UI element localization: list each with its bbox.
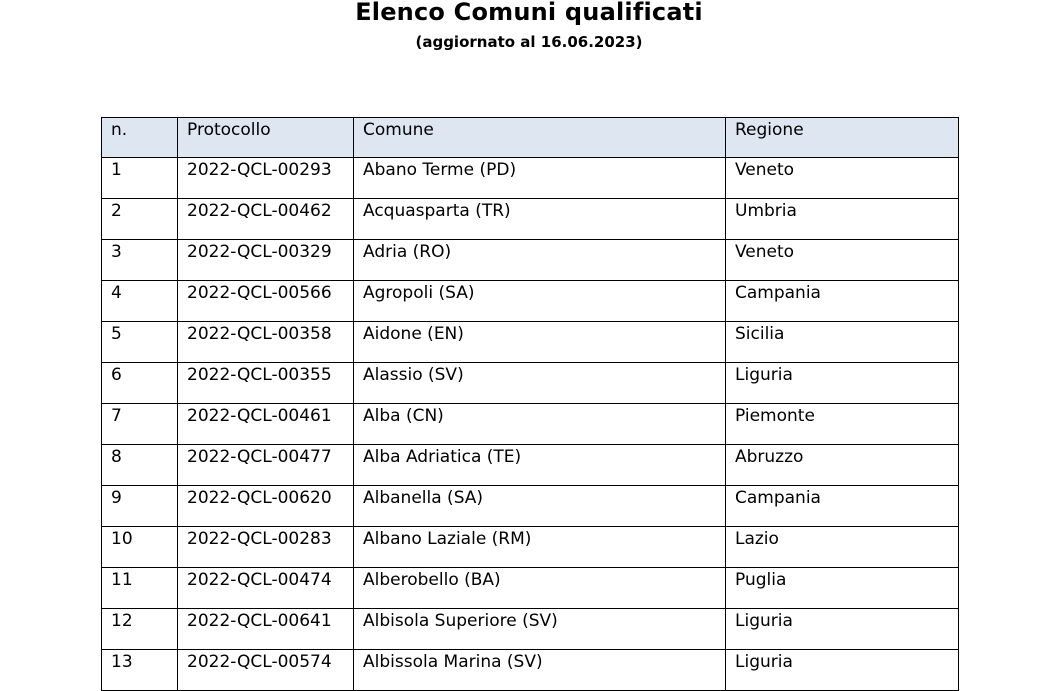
cell-regione: Liguria <box>726 609 959 650</box>
table-row <box>102 363 959 404</box>
cell-number: 12 <box>102 609 178 650</box>
table-row <box>102 281 959 322</box>
cell-protocollo: 2022-QCL-00641 <box>178 609 354 650</box>
cell-number: 7 <box>102 404 178 445</box>
cell-regione: Umbria <box>726 199 959 240</box>
cell-regione: Veneto <box>726 158 959 199</box>
cell-regione: Sicilia <box>726 322 959 363</box>
cell-number: 13 <box>102 650 178 691</box>
cell-comune: Aidone (EN) <box>354 322 726 363</box>
cell-regione: Lazio <box>726 527 959 568</box>
cell-comune: Alassio (SV) <box>354 363 726 404</box>
column-header-regione: Regione <box>726 118 959 158</box>
cell-protocollo: 2022-QCL-00574 <box>178 650 354 691</box>
cell-number: 11 <box>102 568 178 609</box>
cell-comune: Albano Laziale (RM) <box>354 527 726 568</box>
cell-number: 9 <box>102 486 178 527</box>
table-row <box>102 240 959 281</box>
cell-protocollo: 2022-QCL-00477 <box>178 445 354 486</box>
cell-number: 5 <box>102 322 178 363</box>
cell-comune: Alba (CN) <box>354 404 726 445</box>
cell-protocollo: 2022-QCL-00358 <box>178 322 354 363</box>
column-header-protocollo: Protocollo <box>178 118 354 158</box>
document-title: Elenco Comuni qualificati <box>355 0 703 26</box>
cell-regione: Liguria <box>726 363 959 404</box>
cell-comune: Abano Terme (PD) <box>354 158 726 199</box>
cell-comune: Adria (RO) <box>354 240 726 281</box>
cell-number: 3 <box>102 240 178 281</box>
table-row <box>102 158 959 199</box>
cell-protocollo: 2022-QCL-00461 <box>178 404 354 445</box>
cell-comune: Acquasparta (TR) <box>354 199 726 240</box>
table-row <box>102 609 959 650</box>
cell-comune: Alba Adriatica (TE) <box>354 445 726 486</box>
document-subtitle: (aggiornato al 16.06.2023) <box>415 33 643 51</box>
cell-regione: Campania <box>726 486 959 527</box>
table-header <box>102 118 959 158</box>
table-row <box>102 486 959 527</box>
cell-comune: Agropoli (SA) <box>354 281 726 322</box>
cell-protocollo: 2022-QCL-00566 <box>178 281 354 322</box>
cell-number: 2 <box>102 199 178 240</box>
cell-number: 10 <box>102 527 178 568</box>
cell-regione: Veneto <box>726 240 959 281</box>
header-row <box>102 118 959 158</box>
cell-protocollo: 2022-QCL-00293 <box>178 158 354 199</box>
cell-protocollo: 2022-QCL-00355 <box>178 363 354 404</box>
table-row <box>102 322 959 363</box>
cell-number: 8 <box>102 445 178 486</box>
table-body <box>102 158 959 691</box>
cell-regione: Liguria <box>726 650 959 691</box>
table-row <box>102 199 959 240</box>
table-row <box>102 445 959 486</box>
cell-number: 4 <box>102 281 178 322</box>
cell-comune: Albanella (SA) <box>354 486 726 527</box>
table-row <box>102 527 959 568</box>
cell-protocollo: 2022-QCL-00620 <box>178 486 354 527</box>
cell-regione: Puglia <box>726 568 959 609</box>
column-header-number: n. <box>102 118 178 158</box>
comuni-table <box>101 117 959 691</box>
table-row <box>102 650 959 691</box>
cell-number: 1 <box>102 158 178 199</box>
cell-regione: Campania <box>726 281 959 322</box>
column-header-comune: Comune <box>354 118 726 158</box>
cell-protocollo: 2022-QCL-00283 <box>178 527 354 568</box>
table-row <box>102 568 959 609</box>
cell-comune: Alberobello (BA) <box>354 568 726 609</box>
cell-protocollo: 2022-QCL-00474 <box>178 568 354 609</box>
cell-comune: Albissola Marina (SV) <box>354 650 726 691</box>
cell-protocollo: 2022-QCL-00329 <box>178 240 354 281</box>
table-row <box>102 404 959 445</box>
cell-regione: Abruzzo <box>726 445 959 486</box>
cell-protocollo: 2022-QCL-00462 <box>178 199 354 240</box>
cell-number: 6 <box>102 363 178 404</box>
cell-comune: Albisola Superiore (SV) <box>354 609 726 650</box>
cell-regione: Piemonte <box>726 404 959 445</box>
